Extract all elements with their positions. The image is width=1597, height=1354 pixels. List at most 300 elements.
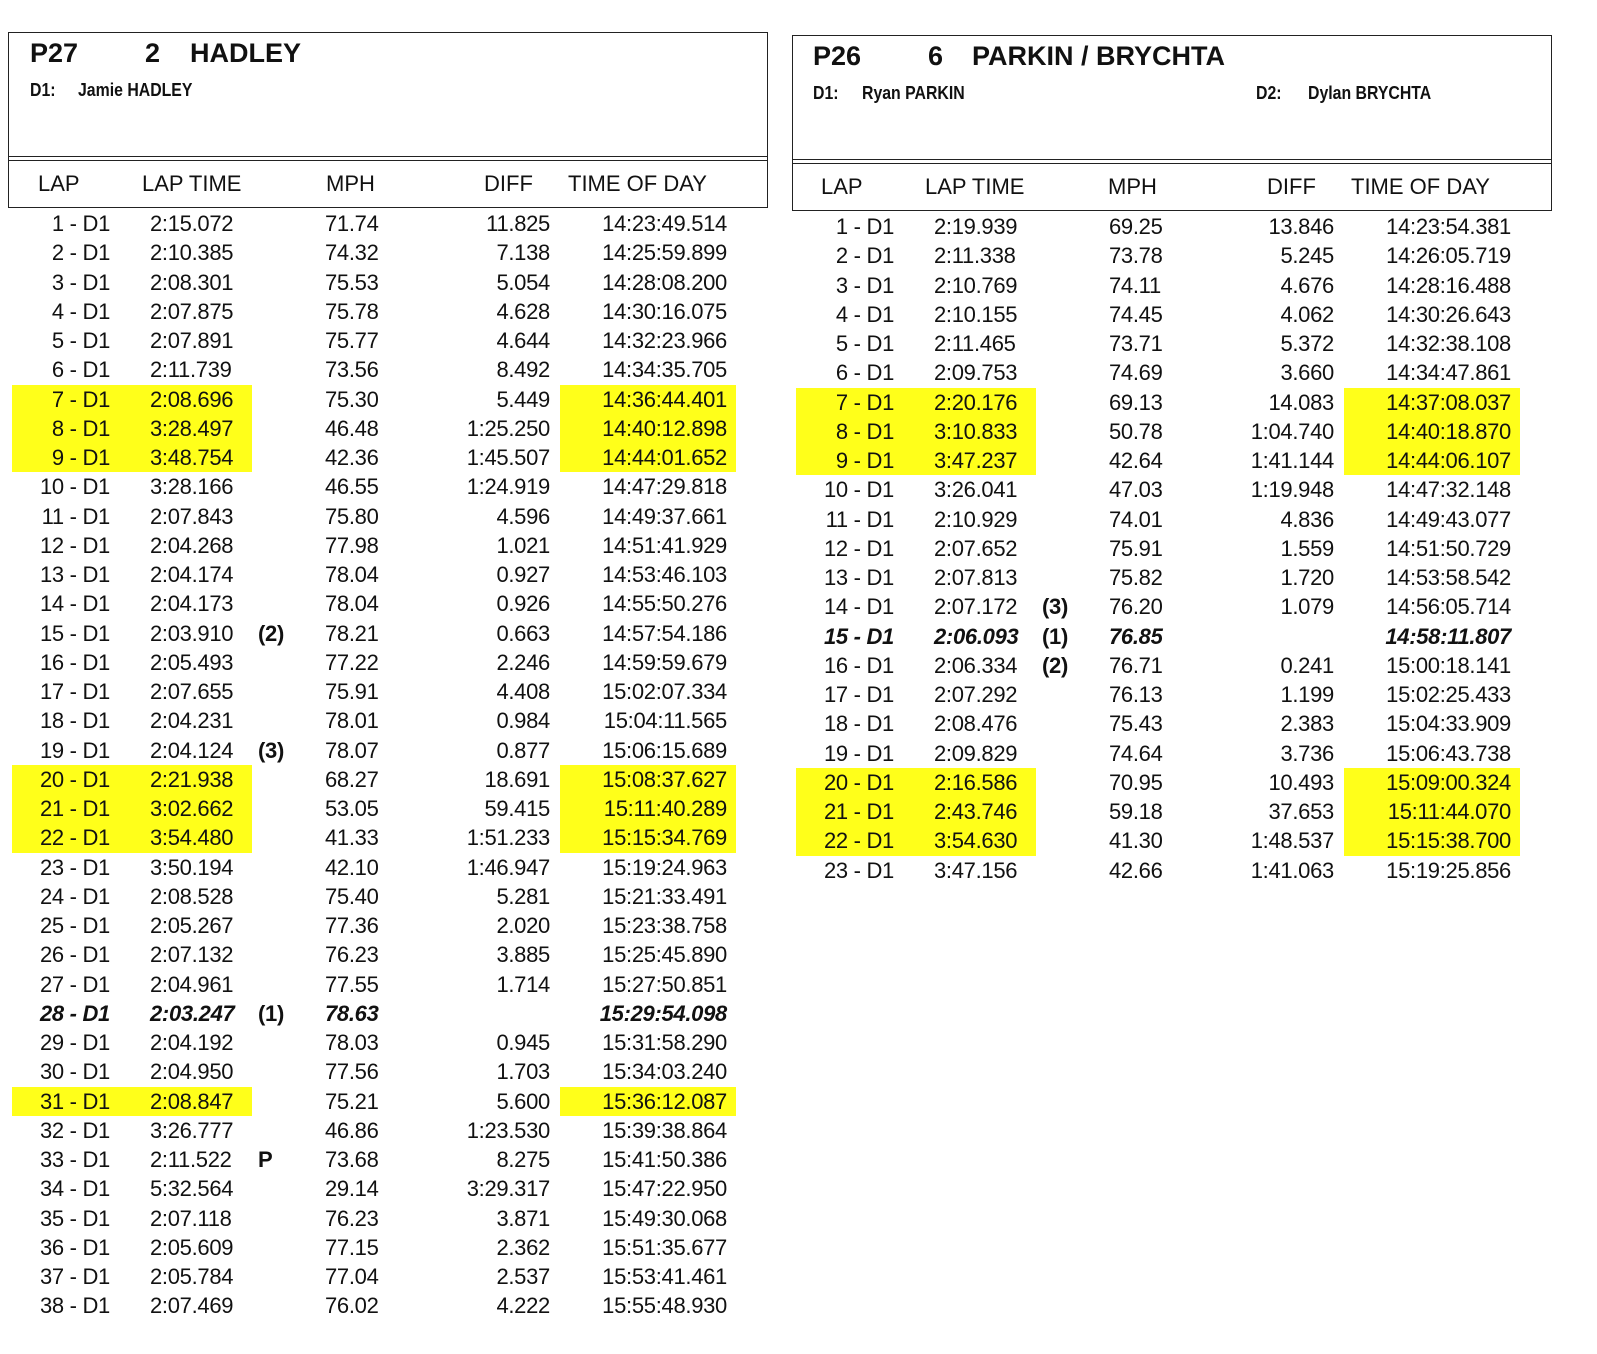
time-of-day: 15:53:41.461 xyxy=(602,1264,727,1289)
table-row xyxy=(8,531,768,560)
lap-rank-note: P xyxy=(258,1147,273,1172)
lap-number: 13 - D1 xyxy=(823,565,894,590)
time-of-day: 14:49:37.661 xyxy=(602,503,727,529)
lap-diff: 10.493 xyxy=(1268,769,1334,795)
lap-diff: 1:51.233 xyxy=(466,825,550,851)
car-panel-p26 xyxy=(792,35,1552,935)
lap-diff: 1:46.947 xyxy=(466,854,550,880)
lap-time: 2:05.493 xyxy=(150,649,234,675)
lap-diff: 2.246 xyxy=(496,649,550,675)
lap-number: 11 - D1 xyxy=(41,503,110,529)
lap-diff: 0.241 xyxy=(1280,652,1334,678)
lap-mph: 29.14 xyxy=(325,1176,379,1202)
lap-diff: 1:23.530 xyxy=(466,1117,550,1143)
lap-time: 2:19.939 xyxy=(934,214,1018,239)
lap-rank-note: (2) xyxy=(258,620,284,646)
col-header-lap-time: LAP TIME xyxy=(925,174,1025,199)
time-of-day: 14:23:54.381 xyxy=(1386,214,1511,239)
driver-name: Ryan PARKIN xyxy=(862,83,965,103)
table-row xyxy=(792,592,1552,621)
lap-time: 3:26.777 xyxy=(150,1117,234,1143)
lap-number: 27 - D1 xyxy=(39,971,110,997)
lap-time: 2:43.746 xyxy=(934,799,1018,824)
table-row xyxy=(792,446,1552,475)
lap-rank-note: (1) xyxy=(1042,623,1068,649)
time-of-day: 14:40:12.898 xyxy=(602,415,727,441)
table-row xyxy=(8,823,768,852)
time-of-day: 15:31:58.290 xyxy=(602,1030,727,1055)
time-of-day: 15:02:25.433 xyxy=(1386,682,1511,707)
time-of-day: 14:30:26.643 xyxy=(1386,301,1511,327)
lap-diff: 0.945 xyxy=(496,1030,550,1055)
time-of-day: 14:34:47.861 xyxy=(1386,360,1511,386)
table-row xyxy=(8,853,768,882)
lap-number: 36 - D1 xyxy=(39,1234,110,1260)
table-row xyxy=(8,326,768,355)
lap-diff: 7.138 xyxy=(496,240,550,266)
lap-number: 5 - D1 xyxy=(51,328,110,353)
lap-mph: 68.27 xyxy=(325,766,379,792)
lap-diff: 1:04.740 xyxy=(1250,418,1334,444)
lap-number: 20 - D1 xyxy=(39,766,110,792)
lap-diff: 5.054 xyxy=(496,269,550,295)
time-of-day: 14:49:43.077 xyxy=(1386,506,1511,532)
lap-diff: 4.222 xyxy=(496,1293,550,1319)
lap-number: 9 - D1 xyxy=(835,448,894,473)
lap-number: 5 - D1 xyxy=(835,331,894,356)
time-of-day: 15:06:15.689 xyxy=(602,737,727,763)
lap-mph: 78.01 xyxy=(325,708,379,734)
lap-mph: 77.36 xyxy=(325,913,379,938)
lap-mph: 70.95 xyxy=(1109,769,1163,795)
table-row xyxy=(8,209,768,238)
lap-diff: 0.927 xyxy=(496,562,550,587)
table-row xyxy=(792,505,1552,534)
lap-time: 2:08.528 xyxy=(150,883,234,909)
lap-number: 22 - D1 xyxy=(39,825,110,851)
time-of-day: 15:23:38.758 xyxy=(602,913,727,938)
lap-time: 2:15.072 xyxy=(150,211,234,236)
lap-time: 2:09.753 xyxy=(934,360,1018,386)
lap-diff: 1:25.250 xyxy=(466,415,550,441)
lap-time: 2:05.267 xyxy=(150,913,234,938)
lap-mph: 74.32 xyxy=(325,240,379,266)
lap-time: 2:07.875 xyxy=(150,298,234,324)
lap-time: 3:47.156 xyxy=(934,857,1018,883)
table-row xyxy=(8,1262,768,1291)
lap-mph: 76.85 xyxy=(1109,623,1163,649)
lap-mph: 42.66 xyxy=(1109,857,1163,883)
lap-time: 2:04.124 xyxy=(150,737,234,763)
lap-time: 2:07.172 xyxy=(934,594,1018,620)
lap-time: 2:03.247 xyxy=(150,1000,235,1026)
time-of-day: 15:04:33.909 xyxy=(1386,711,1511,737)
lap-mph: 77.15 xyxy=(325,1234,379,1260)
team-name: HADLEY xyxy=(190,38,302,68)
lap-diff: 3.660 xyxy=(1280,360,1334,386)
lap-diff: 3.885 xyxy=(496,942,550,968)
lap-mph: 75.40 xyxy=(325,883,379,909)
table-row xyxy=(8,1028,768,1057)
lap-diff: 0.663 xyxy=(496,620,550,646)
lap-mph: 76.71 xyxy=(1109,652,1163,678)
col-header-lap: LAP xyxy=(38,171,80,196)
table-row xyxy=(792,475,1552,504)
lap-diff: 0.877 xyxy=(496,737,550,763)
car-panel-p27 xyxy=(8,32,768,1332)
time-of-day: 14:57:54.186 xyxy=(602,620,727,646)
table-row xyxy=(8,1174,768,1203)
lap-diff: 37.653 xyxy=(1268,799,1334,824)
lap-diff: 1:24.919 xyxy=(466,474,550,500)
col-header-diff: DIFF xyxy=(484,171,533,196)
lap-mph: 42.10 xyxy=(325,854,379,880)
lap-number: 10 - D1 xyxy=(823,477,894,503)
lap-diff: 8.275 xyxy=(496,1147,550,1172)
lap-number: 14 - D1 xyxy=(39,591,110,617)
lap-time: 3:50.194 xyxy=(150,854,234,880)
table-row xyxy=(8,706,768,735)
lap-number: 21 - D1 xyxy=(39,796,110,821)
time-of-day: 14:28:08.200 xyxy=(602,269,727,295)
lap-number: 33 - D1 xyxy=(39,1147,110,1172)
lap-number: 6 - D1 xyxy=(51,357,110,383)
lap-mph: 74.01 xyxy=(1109,506,1163,532)
lap-mph: 78.04 xyxy=(325,562,379,587)
lap-mph: 73.68 xyxy=(325,1147,379,1172)
time-of-day: 14:32:38.108 xyxy=(1386,331,1511,356)
time-of-day: 14:30:16.075 xyxy=(602,298,727,324)
lap-mph: 41.33 xyxy=(325,825,379,851)
lap-diff: 2.383 xyxy=(1280,711,1334,737)
lap-mph: 77.98 xyxy=(325,532,379,558)
lap-mph: 77.56 xyxy=(325,1059,379,1085)
lap-diff: 18.691 xyxy=(484,766,550,792)
driver-name: Jamie HADLEY xyxy=(78,80,193,100)
time-of-day: 14:37:08.037 xyxy=(1386,389,1511,415)
lap-number: 11 - D1 xyxy=(825,506,894,532)
time-of-day: 14:44:06.107 xyxy=(1386,448,1511,473)
lap-rank-note: (1) xyxy=(258,1000,284,1026)
lap-time: 3:02.662 xyxy=(150,796,234,821)
time-of-day: 15:27:50.851 xyxy=(602,971,727,997)
time-of-day: 15:15:34.769 xyxy=(602,825,727,851)
col-header-mph: MPH xyxy=(1108,174,1157,199)
lap-number: 23 - D1 xyxy=(39,854,110,880)
table-row xyxy=(792,680,1552,709)
lap-mph: 75.77 xyxy=(325,328,379,353)
time-of-day: 14:47:32.148 xyxy=(1386,477,1511,503)
lap-rank-note: (3) xyxy=(258,737,284,763)
lap-diff: 3:29.317 xyxy=(466,1176,550,1202)
lap-mph: 75.91 xyxy=(325,679,379,704)
time-of-day: 14:51:41.929 xyxy=(602,532,727,558)
lap-number: 30 - D1 xyxy=(39,1059,110,1085)
table-row xyxy=(792,534,1552,563)
lap-mph: 78.03 xyxy=(325,1030,379,1055)
time-of-day: 15:08:37.627 xyxy=(602,766,727,792)
time-of-day: 15:15:38.700 xyxy=(1386,828,1511,854)
table-row xyxy=(792,768,1552,797)
lap-diff: 5.372 xyxy=(1280,331,1334,356)
lap-time: 2:05.784 xyxy=(150,1264,234,1289)
lap-number: 1 - D1 xyxy=(835,214,894,239)
lap-mph: 77.22 xyxy=(325,649,379,675)
lap-number: 25 - D1 xyxy=(39,913,110,938)
lap-mph: 46.86 xyxy=(325,1117,379,1143)
lap-time: 2:06.093 xyxy=(934,623,1019,649)
lap-number: 10 - D1 xyxy=(39,474,110,500)
lap-number: 1 - D1 xyxy=(51,211,110,236)
table-row xyxy=(8,1233,768,1262)
table-row xyxy=(792,388,1552,417)
time-of-day: 14:34:35.705 xyxy=(602,357,727,383)
lap-mph: 59.18 xyxy=(1109,799,1163,824)
lap-diff: 14.083 xyxy=(1268,389,1334,415)
lap-mph: 73.56 xyxy=(325,357,379,383)
lap-diff: 1.079 xyxy=(1280,594,1334,620)
lap-mph: 76.23 xyxy=(325,942,379,968)
lap-time: 2:07.813 xyxy=(934,565,1018,590)
lap-diff: 8.492 xyxy=(496,357,550,383)
lap-number: 37 - D1 xyxy=(39,1264,110,1289)
lap-time: 2:20.176 xyxy=(934,389,1018,415)
table-row xyxy=(8,648,768,677)
position-label: P27 xyxy=(30,38,79,68)
driver-name: Dylan BRYCHTA xyxy=(1308,83,1432,103)
lap-number: 17 - D1 xyxy=(823,682,894,707)
lap-number: 22 - D1 xyxy=(823,828,894,854)
lap-time: 3:54.630 xyxy=(934,828,1018,854)
lap-time: 3:54.480 xyxy=(150,825,234,851)
lap-diff: 1.021 xyxy=(496,532,550,558)
lap-mph: 42.36 xyxy=(325,445,379,470)
time-of-day: 14:44:01.652 xyxy=(602,445,727,470)
time-of-day: 15:55:48.930 xyxy=(602,1293,727,1319)
lap-time: 3:26.041 xyxy=(934,477,1018,503)
table-row xyxy=(792,212,1552,241)
car-number: 2 xyxy=(145,38,161,68)
lap-diff: 4.628 xyxy=(496,298,550,324)
lap-mph: 71.74 xyxy=(325,211,379,236)
lap-time: 2:07.652 xyxy=(934,535,1018,561)
lap-number: 16 - D1 xyxy=(39,649,110,675)
lap-time: 2:07.891 xyxy=(150,328,234,353)
col-header-diff: DIFF xyxy=(1267,174,1316,199)
time-of-day: 14:47:29.818 xyxy=(602,474,727,500)
lap-mph: 50.78 xyxy=(1109,418,1163,444)
table-row xyxy=(8,1087,768,1116)
table-row xyxy=(792,417,1552,446)
time-of-day: 14:40:18.870 xyxy=(1386,418,1511,444)
lap-mph: 69.25 xyxy=(1109,214,1163,239)
lap-number: 2 - D1 xyxy=(51,240,110,266)
table-row xyxy=(8,414,768,443)
lap-mph: 46.48 xyxy=(325,415,379,441)
lap-mph: 53.05 xyxy=(325,796,379,821)
lap-number: 14 - D1 xyxy=(823,594,894,620)
lap-diff: 1.559 xyxy=(1280,535,1334,561)
time-of-day: 15:04:11.565 xyxy=(603,708,727,734)
lap-number: 3 - D1 xyxy=(51,269,110,295)
lap-time: 2:11.465 xyxy=(934,331,1016,356)
lap-number: 38 - D1 xyxy=(39,1293,110,1319)
lap-time: 2:11.522 xyxy=(150,1147,232,1172)
divider xyxy=(8,156,768,157)
driver-label: D1: xyxy=(813,83,839,103)
lap-mph: 77.04 xyxy=(325,1264,379,1289)
lap-time: 2:04.950 xyxy=(150,1059,234,1085)
lap-diff: 1.714 xyxy=(496,971,550,997)
table-row xyxy=(8,1145,768,1174)
lap-diff: 1.720 xyxy=(1280,565,1334,590)
lap-mph: 78.04 xyxy=(325,591,379,617)
time-of-day: 15:25:45.890 xyxy=(602,942,727,968)
table-row-best-lap xyxy=(8,999,768,1028)
lap-time: 2:07.655 xyxy=(150,679,234,704)
lap-number: 4 - D1 xyxy=(835,301,894,327)
time-of-day: 15:02:07.334 xyxy=(602,679,727,704)
time-of-day: 14:23:49.514 xyxy=(602,211,727,236)
lap-number: 12 - D1 xyxy=(823,535,894,561)
lap-mph: 75.91 xyxy=(1109,535,1163,561)
col-header-mph: MPH xyxy=(326,171,375,196)
time-of-day: 15:11:40.289 xyxy=(603,796,727,821)
lap-diff: 2.362 xyxy=(496,1234,550,1260)
lap-number: 13 - D1 xyxy=(39,562,110,587)
lap-number: 34 - D1 xyxy=(39,1176,110,1202)
lap-diff: 4.062 xyxy=(1280,301,1334,327)
divider xyxy=(792,163,1552,164)
lap-mph: 46.55 xyxy=(325,474,379,500)
lap-number: 17 - D1 xyxy=(39,679,110,704)
table-row xyxy=(792,329,1552,358)
lap-diff: 13.846 xyxy=(1268,214,1334,239)
lap-diff: 3.871 xyxy=(496,1205,550,1231)
lap-diff: 0.984 xyxy=(496,708,550,734)
time-of-day: 14:53:46.103 xyxy=(602,562,727,587)
position-label: P26 xyxy=(813,41,862,71)
lap-number: 18 - D1 xyxy=(39,708,110,734)
table-row xyxy=(8,882,768,911)
lap-time: 2:16.586 xyxy=(934,769,1018,795)
lap-mph: 75.21 xyxy=(325,1088,379,1114)
lap-time: 2:04.961 xyxy=(150,971,234,997)
lap-time: 2:07.469 xyxy=(150,1293,234,1319)
lap-number: 21 - D1 xyxy=(823,799,894,824)
lap-number: 7 - D1 xyxy=(835,389,894,415)
lap-diff: 2.020 xyxy=(496,913,550,938)
divider xyxy=(792,159,1552,160)
table-row xyxy=(792,563,1552,592)
time-of-day: 14:56:05.714 xyxy=(1386,594,1511,620)
lap-mph: 75.30 xyxy=(325,386,379,412)
time-of-day: 14:59:59.679 xyxy=(602,649,727,675)
lap-number: 8 - D1 xyxy=(51,415,110,441)
table-row xyxy=(792,709,1552,738)
lap-mph: 74.69 xyxy=(1109,360,1163,386)
time-of-day: 15:09:00.324 xyxy=(1386,769,1511,795)
lap-number: 23 - D1 xyxy=(823,857,894,883)
lap-number: 19 - D1 xyxy=(823,740,894,766)
table-row xyxy=(8,794,768,823)
lap-time: 2:11.739 xyxy=(150,357,232,383)
time-of-day: 14:58:11.807 xyxy=(1385,623,1511,649)
divider xyxy=(8,160,768,161)
lap-diff: 1:41.144 xyxy=(1250,448,1334,473)
time-of-day: 15:06:43.738 xyxy=(1386,740,1511,766)
table-row xyxy=(792,797,1552,826)
lap-number: 7 - D1 xyxy=(51,386,110,412)
table-row xyxy=(8,619,768,648)
col-header-time-of-day: TIME OF DAY xyxy=(568,171,707,196)
time-of-day: 15:29:54.098 xyxy=(599,1000,727,1026)
driver-label: D2: xyxy=(1256,83,1282,103)
time-of-day: 15:19:24.963 xyxy=(602,854,727,880)
lap-mph: 42.64 xyxy=(1109,448,1163,473)
lap-time: 3:48.754 xyxy=(150,445,234,470)
lap-mph: 69.13 xyxy=(1109,389,1163,415)
lap-time: 2:09.829 xyxy=(934,740,1018,766)
lap-number: 18 - D1 xyxy=(823,711,894,737)
lap-time: 2:08.476 xyxy=(934,711,1018,737)
driver-label: D1: xyxy=(30,80,56,100)
lap-diff: 0.926 xyxy=(496,591,550,617)
time-of-day: 14:28:16.488 xyxy=(1386,272,1511,298)
lap-mph: 75.82 xyxy=(1109,565,1163,590)
car-number: 6 xyxy=(928,41,944,71)
lap-number: 15 - D1 xyxy=(39,620,110,646)
table-row xyxy=(8,385,768,414)
table-row xyxy=(792,241,1552,270)
lap-diff: 1.703 xyxy=(496,1059,550,1085)
lap-number: 15 - D1 xyxy=(823,623,894,649)
lap-time: 2:03.910 xyxy=(150,620,234,646)
lap-time: 2:05.609 xyxy=(150,1234,234,1260)
lap-diff: 4.836 xyxy=(1280,506,1334,532)
lap-number: 6 - D1 xyxy=(835,360,894,386)
table-row xyxy=(792,271,1552,300)
lap-diff: 1:45.507 xyxy=(466,445,550,470)
table-row-best-lap xyxy=(792,622,1552,651)
lap-time: 2:07.843 xyxy=(150,503,234,529)
table-row xyxy=(8,502,768,531)
lap-mph: 78.63 xyxy=(325,1000,379,1026)
table-row xyxy=(792,739,1552,768)
time-of-day: 14:26:05.719 xyxy=(1386,243,1511,269)
table-row xyxy=(8,940,768,969)
time-of-day: 15:41:50.386 xyxy=(602,1147,727,1172)
lap-time: 2:10.155 xyxy=(934,301,1018,327)
lap-number: 20 - D1 xyxy=(823,769,894,795)
lap-mph: 77.55 xyxy=(325,971,379,997)
lap-time: 3:28.497 xyxy=(150,415,234,441)
lap-diff: 1:19.948 xyxy=(1250,477,1334,503)
time-of-day: 14:36:44.401 xyxy=(602,386,727,412)
lap-mph: 75.53 xyxy=(325,269,379,295)
lap-time: 2:07.132 xyxy=(150,942,234,968)
lap-number: 3 - D1 xyxy=(835,272,894,298)
lap-mph: 75.78 xyxy=(325,298,379,324)
lap-time: 2:08.847 xyxy=(150,1088,234,1114)
time-of-day: 15:51:35.677 xyxy=(602,1234,727,1260)
lap-number: 26 - D1 xyxy=(39,942,110,968)
lap-mph: 41.30 xyxy=(1109,828,1163,854)
lap-time: 2:10.769 xyxy=(934,272,1018,298)
lap-time: 2:21.938 xyxy=(150,766,234,792)
table-row xyxy=(8,355,768,384)
lap-time: 2:04.231 xyxy=(150,708,234,734)
